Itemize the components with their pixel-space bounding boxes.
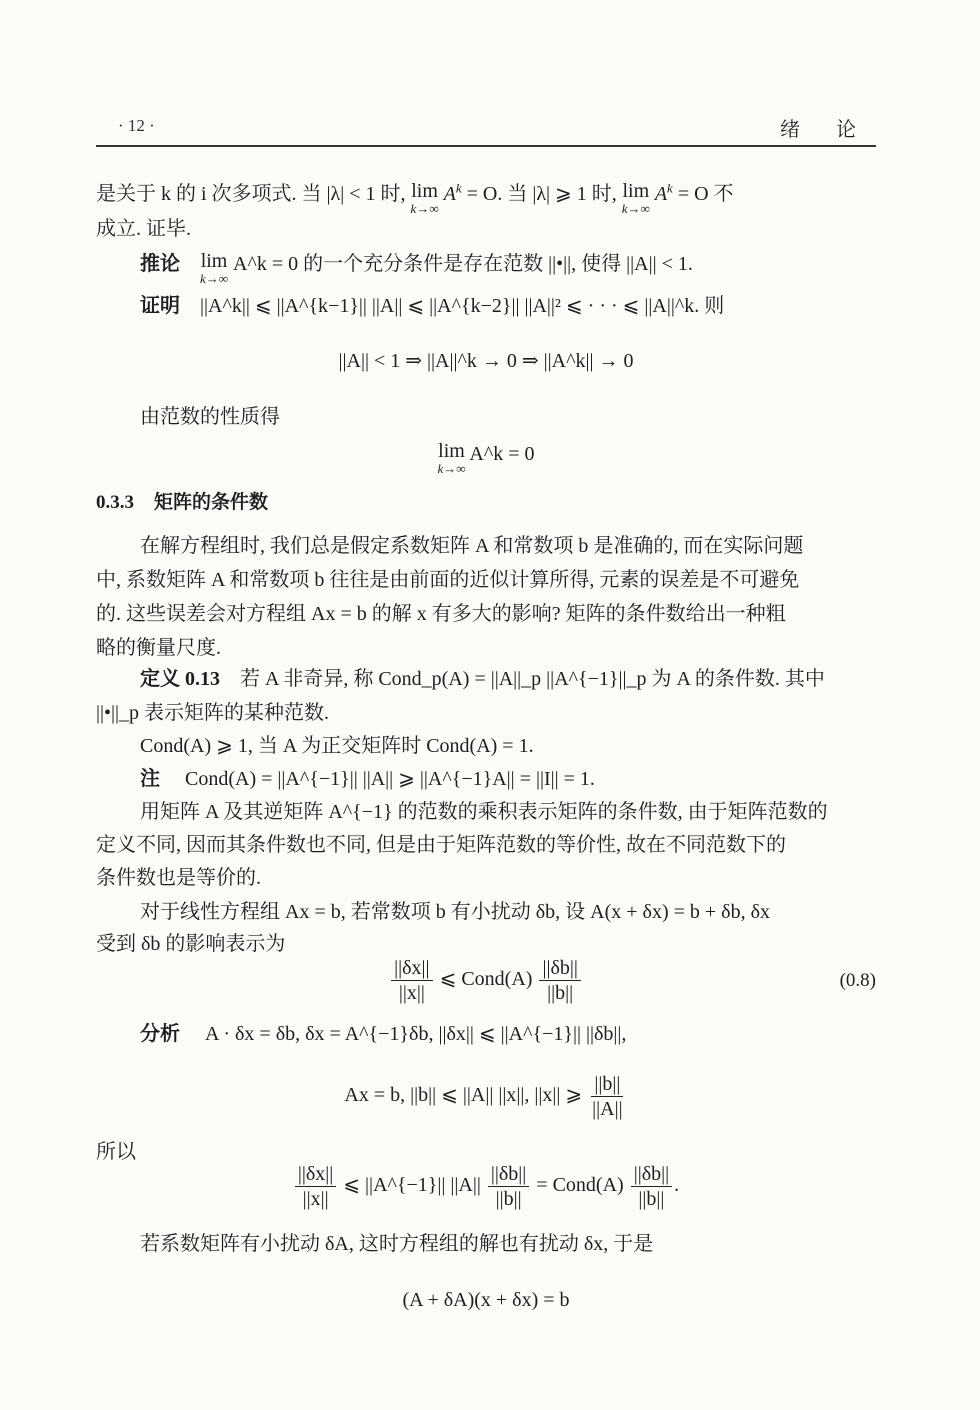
eq08-mid: ⩽ Cond(A) [439,968,533,991]
eq-so-end: . [674,1174,680,1197]
section-title: 矩阵的条件数 [154,492,269,513]
equation-last: (A + δA)(x + δx) = b [402,1289,570,1311]
equation-limit-top: lim [438,440,465,462]
limit-2-sub: k→∞ [621,201,650,216]
line1-part-d: A [654,183,668,205]
eq-so-frac2-den: ||b|| [495,1188,522,1210]
para3-line2: 受到 δb 的影响表示为 [96,933,286,955]
line1-part-b-sup: k [455,180,462,196]
para4-line: 若系数矩阵有小扰动 δA, 这时方程组的解也有扰动 δx, 于是 [140,1233,654,1255]
corollary-limit-sub: k→∞ [200,271,229,286]
corollary-limit-top: lim [200,250,228,272]
equation-proof: ||A|| < 1 ⇒ ||A||^k → 0 ⇒ ||A^k|| → 0 [338,350,634,372]
header-rule [96,145,876,147]
equation-limit-op [437,440,465,476]
eq-so-frac3 [631,1162,672,1211]
equation-so [96,1162,876,1211]
eq-so-frac3-den: ||b|| [638,1188,665,1210]
line1-part-c: = O. 当 |λ| ⩾ 1 时, [461,183,617,205]
eq-so-frac3-num: ||δb|| [631,1162,672,1187]
eq-ana-den: ||A|| [592,1098,623,1120]
corollary-line [140,250,876,286]
proof-line [140,292,876,320]
eq-so-frac1-num: ||δx|| [295,1162,336,1187]
section-number: 0.3.3 [96,492,134,513]
eq08-frac2-den: ||b|| [547,982,574,1004]
eq-so-frac1-den: ||x|| [302,1188,329,1210]
limit-2-top: lim [622,180,650,202]
text-line-1 [96,180,876,216]
analysis-line [140,1020,876,1048]
line1-part-a: 是关于 k 的 i 次多项式. 当 |λ| < 1 时, [96,183,406,205]
definition-line2: ||•||_p 表示矩阵的某种范数. [96,702,330,724]
eq08-frac2 [539,956,580,1005]
so-line: 所以 [96,1141,136,1163]
corollary-label: 推论 [140,253,180,275]
page-number: · 12 · [118,116,155,135]
proof-text: ||A^k|| ⩽ ||A^{k−1}|| ||A|| ⩽ ||A^{k−2}|| ||A||² ⩽ · · · ⩽ ||A||^k. 则 [200,295,725,317]
definition-line [140,665,876,693]
corollary-limit [200,250,228,286]
proof-label: 证明 [140,295,180,317]
eq-so-mid2: = Cond(A) [536,1174,624,1197]
note-text: Cond(A) = ||A^{−1}|| ||A|| ⩾ ||A^{−1}A|| = ||I|| = 1. [185,768,595,790]
para1-line2: 中, 系数矩阵 A 和常数项 b 往往是由前面的近似计算所得, 元素的误差是不可避免 [96,569,800,591]
eq-ana-frac [589,1072,625,1121]
analysis-text: A · δx = δb, δx = A^{−1}δb, ||δx|| ⩽ ||A^{−1}|| ||δb||, [205,1023,627,1045]
analysis-label: 分析 [140,1023,180,1045]
eq-ana-left: Ax = b, ||b|| ⩽ ||A|| ||x||, ||x|| ⩾ [344,1084,583,1107]
cond-line: Cond(A) ⩾ 1, 当 A 为正交矩阵时 Cond(A) = 1. [140,735,534,757]
para2-line1: 用矩阵 A 及其逆矩阵 A^{−1} 的范数的乘积表示矩阵的条件数, 由于矩阵范数的 [140,801,828,823]
definition-text: 若 A 非奇异, 称 Cond_p(A) = ||A||_p ||A^{−1}||_p 为 A 的条件数. 其中 [240,668,825,690]
eq-so-mid: ⩽ ||A^{−1}|| ||A|| [343,1174,481,1197]
limit-2 [622,180,650,216]
eq08-frac1-num: ||δx|| [391,956,432,981]
equation-limit-sub: k→∞ [437,461,466,476]
para2-line3: 条件数也是等价的. [96,867,261,889]
limit-1-sub: k→∞ [410,201,439,216]
equation-limit-rest: A^k = 0 [469,443,535,465]
para1-line1: 在解方程组时, 我们总是假定系数矩阵 A 和常数项 b 是准确的, 而在实际问题 [140,535,804,557]
note-line [140,765,876,793]
equation-0-8 [96,956,876,1005]
chapter-title: 绪论 [780,119,892,141]
eq08-frac2-num: ||δb|| [539,956,580,981]
note-label: 注 [140,768,160,790]
para3-line1: 对于线性方程组 Ax = b, 若常数项 b 有小扰动 δb, 设 A(x + δx) = b + δb, δx [140,901,771,923]
text-line-2: 成立. 证毕. [96,218,191,240]
line1-part-d-sup: k [667,180,673,196]
section-heading [96,488,876,517]
line1-part-b: A [443,183,456,205]
limit-1 [411,180,439,216]
equation-number: (0.8) [839,970,876,991]
para1-line4: 略的衡量尺度. [96,637,221,659]
definition-label: 定义 0.13 [140,668,220,690]
equation-limit [96,440,876,476]
by-norm-line: 由范数的性质得 [140,406,280,428]
eq-so-frac2 [488,1162,529,1211]
eq08-frac1-den: ||x|| [398,982,425,1004]
corollary-text: A^k = 0 的一个充分条件是存在范数 ||•||, 使得 ||A|| < 1. [233,253,693,275]
eq-so-frac1 [295,1162,336,1211]
equation-analysis [96,1072,876,1121]
eq08-frac1 [391,956,432,1005]
line1-part-e: = O 不 [672,183,734,205]
eq-so-frac2-num: ||δb|| [488,1162,529,1187]
para1-line3: 的. 这些误差会对方程组 Ax = b 的解 x 有多大的影响? 矩阵的条件数给出一种粗 [96,603,786,625]
limit-1-top: lim [411,180,438,202]
para2-line2: 定义不同, 因而其条件数也不同, 但是由于矩阵范数的等价性, 故在不同范数下的 [96,834,786,856]
eq-ana-num: ||b|| [591,1072,623,1097]
